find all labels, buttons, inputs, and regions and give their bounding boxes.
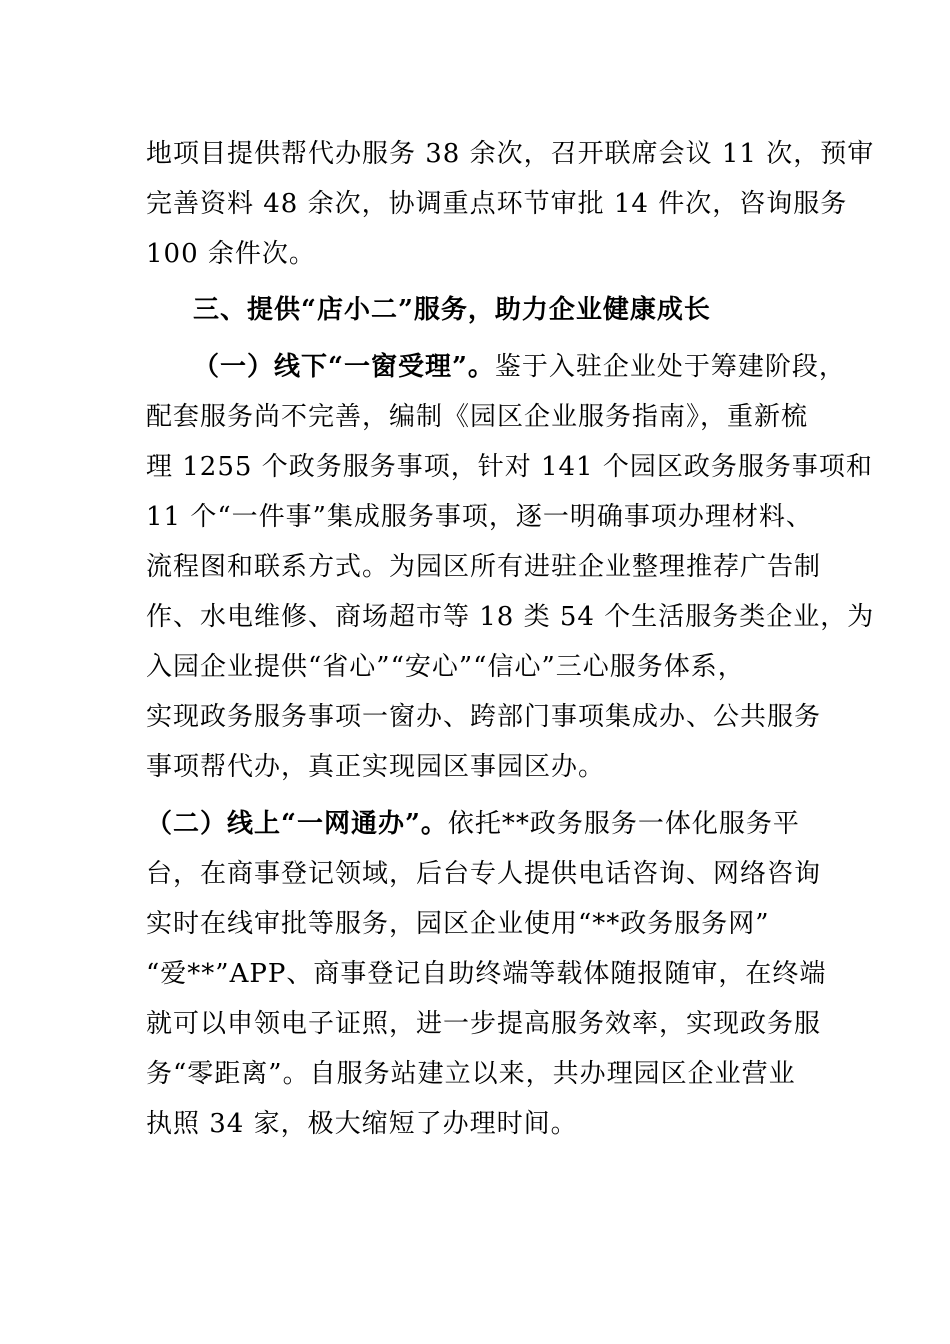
- subsection-1-line: 事项帮代办，真正实现园区事园区办。: [146, 752, 606, 782]
- subsection-1-line: 实现政务服务事项一窗办、跨部门事项集成办、公共服务: [146, 702, 822, 732]
- intro-line-2: 完善资料 48 余次，协调重点环节审批 14 件次，咨询服务: [146, 189, 848, 219]
- section-heading: 三、提供“店小二”服务，助力企业健康成长: [193, 295, 711, 325]
- subsection-2-first-line-text: 依托**政务服务一体化服务平: [447, 809, 800, 839]
- subsection-2-heading: （二）线上“一网通办”。: [146, 809, 448, 839]
- subsection-1-heading: （一）线下“一窗受理”。: [193, 352, 495, 382]
- subsection-1-line: 入园企业提供“省心”“安心”“信心”三心服务体系，: [146, 652, 745, 682]
- subsection-2-line: 就可以申领电子证照，进一步提高服务效率，实现政务服: [146, 1009, 822, 1039]
- subsection-1-line: 流程图和联系方式。为园区所有进驻企业整理推荐广告制: [146, 552, 822, 582]
- subsection-1-first-line-text: 鉴于入驻企业处于筹建阶段，: [494, 352, 846, 382]
- subsection-2-line: 执照 34 家，极大缩短了办理时间。: [146, 1109, 578, 1139]
- subsection-2-line: 台，在商事登记领域，后台专人提供电话咨询、网络咨询: [146, 859, 822, 889]
- intro-line-3: 100 余件次。: [146, 239, 316, 269]
- subsection-1-line: 作、水电维修、商场超市等 18 类 54 个生活服务类企业，为: [146, 602, 875, 632]
- intro-line-1: 地项目提供帮代办服务 38 余次，召开联席会议 11 次，预审: [146, 139, 875, 169]
- subsection-1-line: 配套服务尚不完善，编制《园区企业服务指南》，重新梳: [146, 402, 809, 432]
- subsection-1-line: 11 个“一件事”集成服务事项，逐一明确事项办理材料、: [146, 502, 813, 532]
- subsection-1-first-line: [193, 350, 863, 384]
- subsection-2-line: 实时在线审批等服务，园区企业使用“**政务服务网”: [146, 909, 770, 939]
- subsection-2-first-line: [146, 807, 816, 841]
- subsection-1-line: 理 1255 个政务服务事项，针对 141 个园区政务服务事项和: [146, 452, 873, 482]
- subsection-2-line: 务“零距离”。自服务站建立以来，共办理园区企业营业: [146, 1059, 796, 1089]
- subsection-2-line: “爱**”APP、商事登记自助终端等载体随报随审，在终端: [146, 959, 827, 989]
